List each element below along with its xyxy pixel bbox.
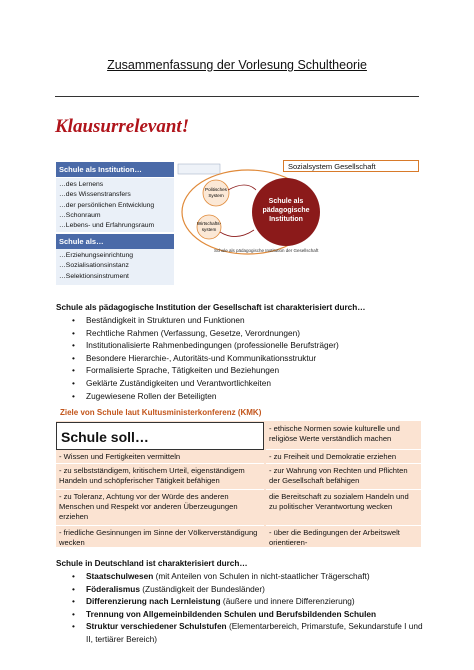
institution-heading: Schule als Institution…	[56, 162, 174, 177]
table-cell: - ethische Normen sowie kulturelle und religiöse Werte verständlich machen	[266, 422, 421, 450]
als-heading: Schule als…	[56, 234, 174, 249]
exam-relevant-label: Klausurrelevant!	[55, 116, 190, 137]
center-label-1: Schule als	[268, 198, 304, 205]
list-item: • Struktur verschiedener Schulstufen (Elementarbereich, Primarstufe, Sekundarstufe I und II, tertiärer Bereich)	[56, 620, 426, 645]
table-cell: - zu Freiheit und Demokratie erziehen	[266, 450, 421, 464]
list-item: • Beständigkeit in Strukturen und Funktionen	[56, 314, 339, 327]
diagram-graphic	[176, 160, 419, 258]
economic-system-label: Wirtschafts-	[196, 221, 222, 226]
list-item: • Zugewiesene Rollen der Beteiligten	[56, 390, 339, 403]
table-cell: - zu Toleranz, Achtung vor der Würde des anderen Menschen und Respekt vor anderen Überzeugungen erziehen	[56, 490, 264, 526]
arrow-economic	[220, 230, 254, 237]
list-item: …Lebens- und Erfahrungsraum	[59, 222, 155, 230]
list-item: • Besondere Hierarchie-, Autoritäts-und Kommunikationsstruktur	[56, 352, 339, 365]
institution-list	[56, 178, 174, 232]
section2-list	[56, 570, 426, 646]
list-item: • Föderalismus (Zuständigkeit der Bundesländer)	[56, 583, 426, 596]
diagram-caption: Schule als pädagogische Institution der Gesellschaft	[214, 248, 319, 253]
list-item: • Differenzierung nach Lernleistung (äußere und innere Differenzierung)	[56, 595, 426, 608]
center-label-3: Institution	[269, 216, 303, 223]
school-society-diagram	[176, 160, 419, 258]
list-item: • Geklärte Zuständigkeiten und Verantwortlichkeiten	[56, 377, 339, 390]
list-item: …der persönlichen Entwicklung	[59, 201, 155, 209]
table-cell: - Wissen und Fertigkeiten vermitteln	[56, 450, 264, 464]
center-label-2: pädagogische	[262, 207, 310, 214]
page-title: Zusammenfassung der Vorlesung Schultheorie	[107, 58, 367, 72]
table-cell: die Bereitschaft zu sozialem Handeln und zu politischer Verantwortung wecken	[266, 490, 421, 526]
section1-list	[56, 314, 339, 402]
table-cell: - friedliche Gesinnungen im Sinne der Völkerverständigung wecken	[59, 528, 258, 547]
table-cell: - zur Wahrung von Rechten und Pflichten der Gesellschaft befähigen	[266, 464, 421, 490]
kmk-header: Ziele von Schule laut Kultusministerkonferenz (KMK)	[56, 405, 421, 421]
kmk-title: Schule soll…	[56, 422, 264, 450]
als-list	[56, 249, 174, 285]
section1-heading: Schule als pädagogische Institution der Gesellschaft ist charakterisiert durch…	[56, 303, 366, 312]
list-item: • Formalisierte Sprache, Tätigkeiten und Beziehungen	[56, 364, 339, 377]
title-divider	[55, 96, 419, 97]
logo-strip	[178, 164, 220, 174]
list-item: • Institutionalisierte Rahmenbedingungen (professionelle Berufsträger)	[56, 339, 339, 352]
list-item: …des Lernens	[59, 181, 104, 188]
kmk-goals-table	[56, 405, 421, 547]
table-cell: - über die Bedingungen der Arbeitswelt orientieren-	[269, 528, 400, 547]
economic-system-label-2: system	[201, 227, 217, 232]
political-system-label: Politisches	[205, 187, 227, 192]
society-system-label: Sozialsystem Gesellschaft	[283, 160, 419, 172]
arrow-political	[228, 185, 256, 190]
institution-panel	[56, 162, 174, 256]
list-item: • Staatschulwesen (mit Anteilen von Schulen in nicht-staatlicher Trägerschaft)	[56, 570, 426, 583]
table-cell: - zu selbstständigem, kritischem Urteil, eigenständigem Handeln und schöpferischer Tätigkeit befähigen	[56, 464, 264, 490]
list-item: …Sozialisationsinstanz	[59, 262, 129, 270]
section2-heading: Schule in Deutschland ist charakterisiert durch…	[56, 559, 248, 568]
list-item: • Trennung von Allgemeinbildenden Schulen und Berufsbildenden Schulen	[56, 608, 426, 621]
list-item: …Selektionsinstrument	[59, 272, 129, 280]
list-item: …des Wissenstransfers	[59, 191, 131, 199]
list-item: …Erziehungseinrichtung	[59, 252, 134, 259]
political-system-label-2: System	[208, 193, 224, 198]
list-item: …Schonraum	[59, 211, 101, 219]
list-item: • Rechtliche Rahmen (Verfassung, Gesetze, Verordnungen)	[56, 327, 339, 340]
